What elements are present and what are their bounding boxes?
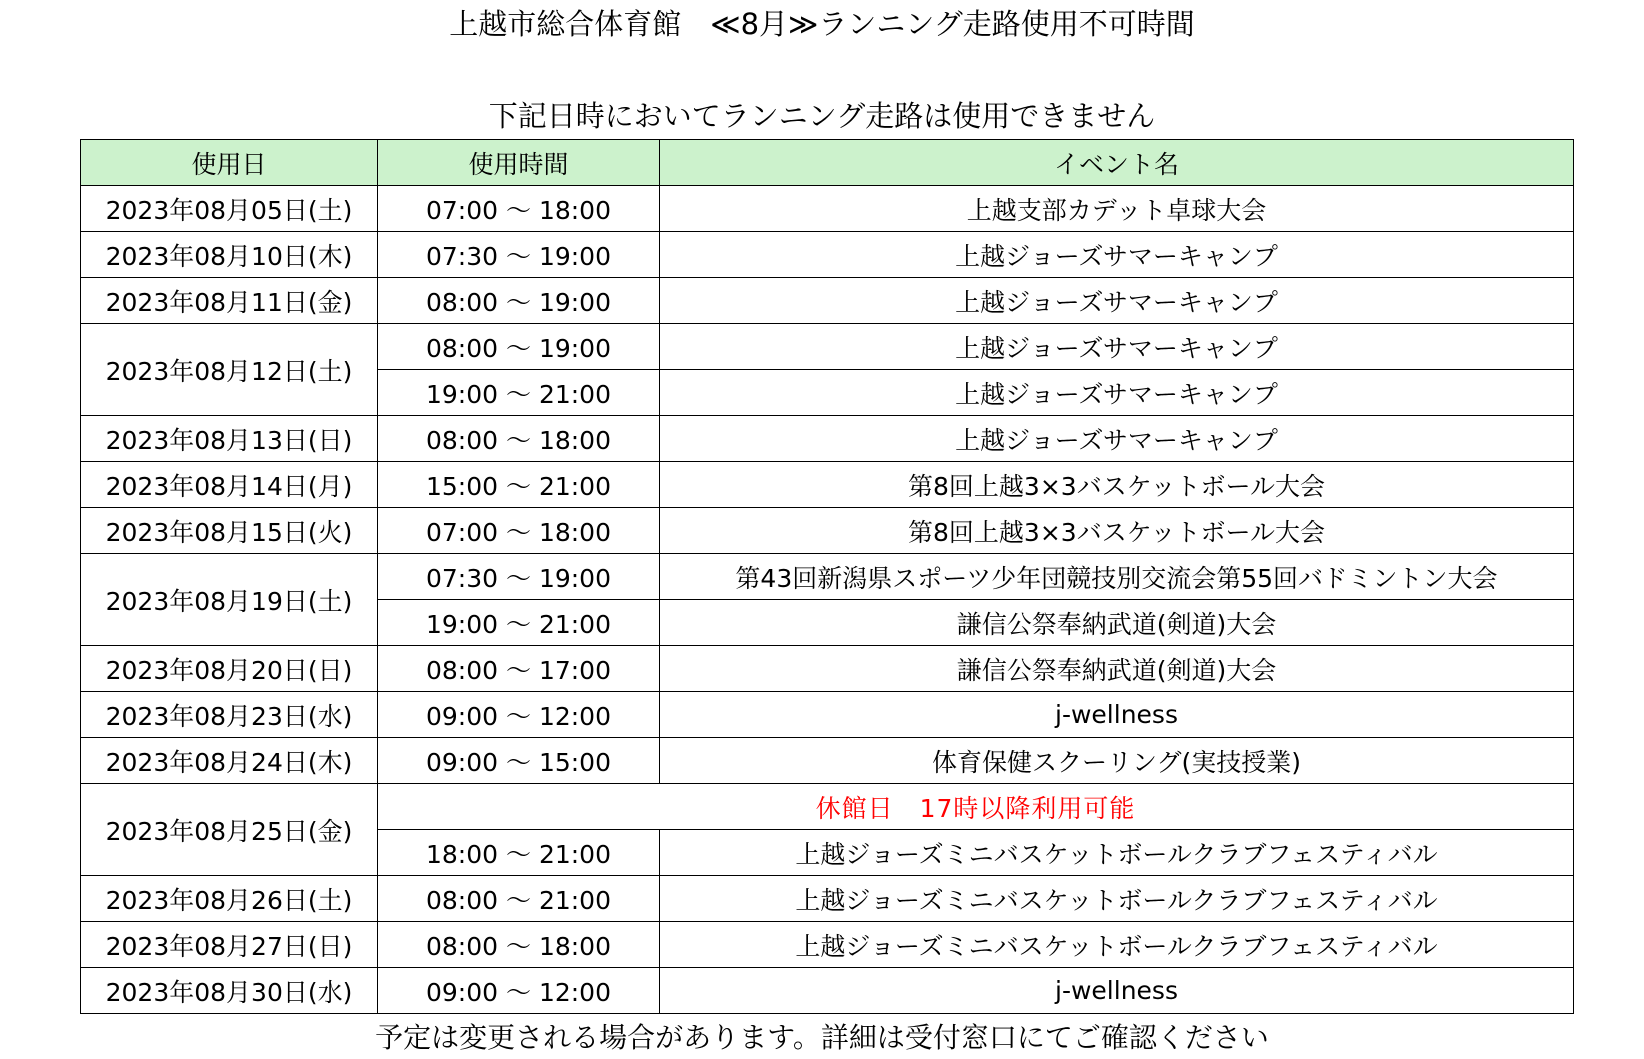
table-row bbox=[81, 784, 1574, 830]
closure-notice: 休館日 17時以降利用可能 bbox=[378, 784, 1574, 830]
table-body bbox=[81, 186, 1574, 1014]
schedule-table bbox=[80, 139, 1574, 1014]
event-cell: 第43回新潟県スポーツ少年団競技別交流会第55回バドミントン大会 bbox=[660, 554, 1574, 600]
column-header-event: イベント名 bbox=[660, 140, 1574, 186]
date-cell: 2023年08月26日(土) bbox=[81, 876, 378, 922]
date-cell: 2023年08月24日(木) bbox=[81, 738, 378, 784]
table-row bbox=[81, 738, 1574, 784]
time-cell: 09:00 ～ 12:00 bbox=[378, 968, 660, 1014]
time-cell: 15:00 ～ 21:00 bbox=[378, 462, 660, 508]
column-header-date: 使用日 bbox=[81, 140, 378, 186]
event-cell: 謙信公祭奉納武道(剣道)大会 bbox=[660, 646, 1574, 692]
table-row bbox=[81, 186, 1574, 232]
date-cell: 2023年08月30日(水) bbox=[81, 968, 378, 1014]
date-cell: 2023年08月12日(土) bbox=[81, 324, 378, 416]
event-cell: j-wellness bbox=[660, 692, 1574, 738]
event-cell: 第8回上越3×3バスケットボール大会 bbox=[660, 462, 1574, 508]
table-row bbox=[81, 278, 1574, 324]
time-cell: 07:00 ～ 18:00 bbox=[378, 508, 660, 554]
event-cell: 上越ジョーズサマーキャンプ bbox=[660, 324, 1574, 370]
date-cell: 2023年08月13日(日) bbox=[81, 416, 378, 462]
event-cell: 第8回上越3×3バスケットボール大会 bbox=[660, 508, 1574, 554]
time-cell: 07:30 ～ 19:00 bbox=[378, 232, 660, 278]
event-cell: 上越ジョーズミニバスケットボールクラブフェスティバル bbox=[660, 830, 1574, 876]
page-subtitle: 下記日時においてランニング走路は使用できません bbox=[488, 99, 1156, 133]
table-row bbox=[81, 968, 1574, 1014]
time-cell: 08:00 ～ 19:00 bbox=[378, 324, 660, 370]
table-row bbox=[81, 876, 1574, 922]
page-title: 上越市総合体育館 ≪8月≫ランニング走路使用不可時間 bbox=[449, 7, 1195, 41]
time-cell: 08:00 ～ 21:00 bbox=[378, 876, 660, 922]
time-cell: 09:00 ～ 12:00 bbox=[378, 692, 660, 738]
table-row bbox=[81, 324, 1574, 370]
column-header-time: 使用時間 bbox=[378, 140, 660, 186]
table-row bbox=[81, 692, 1574, 738]
table-row bbox=[81, 416, 1574, 462]
event-cell: 上越ジョーズサマーキャンプ bbox=[660, 278, 1574, 324]
date-cell: 2023年08月20日(日) bbox=[81, 646, 378, 692]
time-cell: 08:00 ～ 18:00 bbox=[378, 922, 660, 968]
event-cell: 上越ジョーズサマーキャンプ bbox=[660, 416, 1574, 462]
date-cell: 2023年08月10日(木) bbox=[81, 232, 378, 278]
time-cell: 19:00 ～ 21:00 bbox=[378, 370, 660, 416]
table-row bbox=[81, 232, 1574, 278]
event-cell: 体育保健スクーリング(実技授業) bbox=[660, 738, 1574, 784]
event-cell: 上越支部カデット卓球大会 bbox=[660, 186, 1574, 232]
table-row bbox=[81, 554, 1574, 600]
date-cell: 2023年08月15日(火) bbox=[81, 508, 378, 554]
table-row bbox=[81, 922, 1574, 968]
time-cell: 08:00 ～ 18:00 bbox=[378, 416, 660, 462]
event-cell: 謙信公祭奉納武道(剣道)大会 bbox=[660, 600, 1574, 646]
table-row bbox=[81, 646, 1574, 692]
table-row bbox=[81, 508, 1574, 554]
event-cell: 上越ジョーズサマーキャンプ bbox=[660, 370, 1574, 416]
date-cell: 2023年08月23日(水) bbox=[81, 692, 378, 738]
event-cell: j-wellness bbox=[660, 968, 1574, 1014]
date-cell: 2023年08月25日(金) bbox=[81, 784, 378, 876]
date-cell: 2023年08月14日(月) bbox=[81, 462, 378, 508]
time-cell: 09:00 ～ 15:00 bbox=[378, 738, 660, 784]
time-cell: 19:00 ～ 21:00 bbox=[378, 600, 660, 646]
date-cell: 2023年08月05日(土) bbox=[81, 186, 378, 232]
time-cell: 08:00 ～ 17:00 bbox=[378, 646, 660, 692]
time-cell: 07:00 ～ 18:00 bbox=[378, 186, 660, 232]
footer-note: 予定は変更される場合があります。詳細は受付窓口にてご確認ください bbox=[375, 1021, 1269, 1054]
date-cell: 2023年08月19日(土) bbox=[81, 554, 378, 646]
event-cell: 上越ジョーズミニバスケットボールクラブフェスティバル bbox=[660, 922, 1574, 968]
date-cell: 2023年08月11日(金) bbox=[81, 278, 378, 324]
time-cell: 07:30 ～ 19:00 bbox=[378, 554, 660, 600]
time-cell: 18:00 ～ 21:00 bbox=[378, 830, 660, 876]
event-cell: 上越ジョーズサマーキャンプ bbox=[660, 232, 1574, 278]
table-header-row bbox=[81, 140, 1574, 186]
table-row bbox=[81, 462, 1574, 508]
event-cell: 上越ジョーズミニバスケットボールクラブフェスティバル bbox=[660, 876, 1574, 922]
time-cell: 08:00 ～ 19:00 bbox=[378, 278, 660, 324]
date-cell: 2023年08月27日(日) bbox=[81, 922, 378, 968]
